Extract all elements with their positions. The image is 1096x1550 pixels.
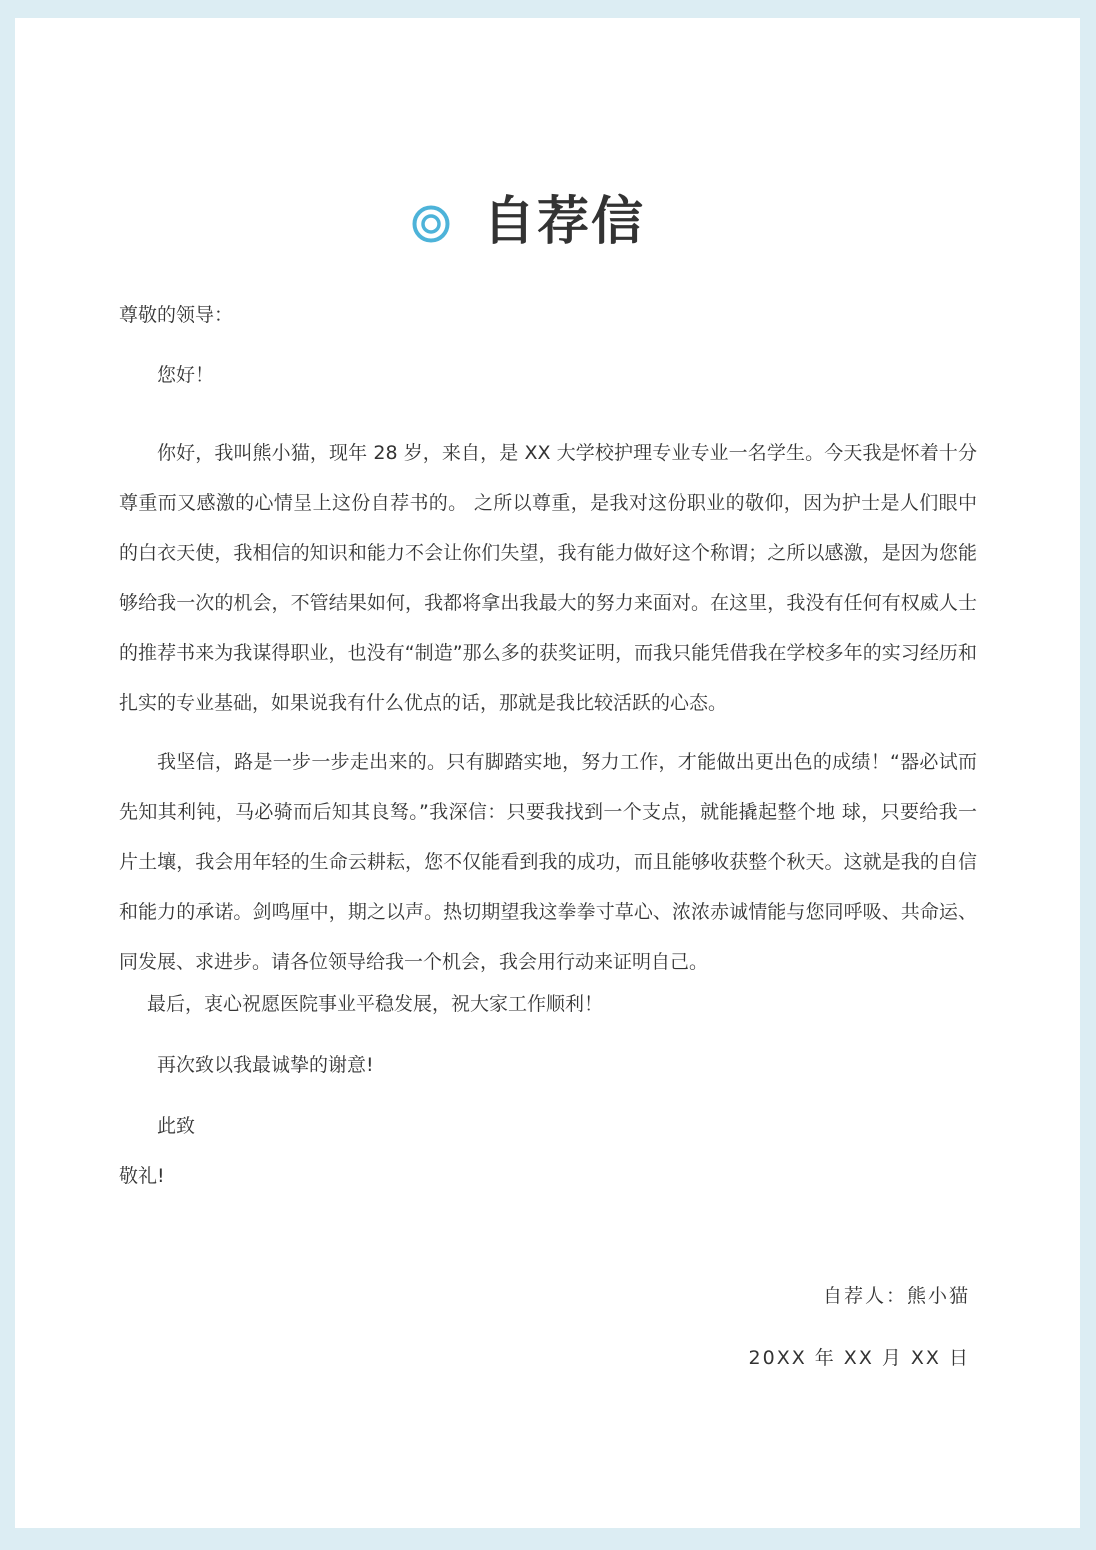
thanks-line: 再次致以我最诚挚的谢意! (157, 1054, 374, 1076)
title-row (15, 168, 1080, 278)
closing-wish: 最后，衷心祝愿医院事业平稳发展，祝大家工作顺利！ (147, 993, 604, 1015)
target-circle-icon (412, 205, 450, 243)
body-paragraph-2: 我坚信，路是一步一步走出来的。只有脚踏实地，努力工作，才能做出更出色的成绩！“器必试而先知其利钝，马必骑而后知其良驽。”我深信：只要我找到一个支点，就能撬起整个地 球，只要给我一片土壤，我会用年轻的生命云耕耘，您不仅能看到我的成功，而且能够收获整个秋天。这就是我的自信和能力的承诺。剑鸣厘中，期之以声。热切期望我这拳拳寸草心、浓浓赤诚情能与您同呼吸、共命运、同发展、求进步。请各位领导给我一个机会，我会用行动来证明自己。 (119, 751, 977, 973)
greeting: 您好！ (157, 364, 215, 386)
page-title: 自荐信 (483, 192, 646, 252)
letter-page (15, 18, 1080, 1528)
signer: 自荐人：熊小猫 (822, 1285, 970, 1307)
cizhi-line: 此致 (157, 1115, 196, 1137)
jingli-line: 敬礼! (119, 1165, 165, 1187)
date: 20XX 年 XX 月 XX 日 (748, 1347, 970, 1369)
salutation: 尊敬的领导： (119, 304, 234, 326)
body-paragraph-1: 你好，我叫熊小猫，现年 28 岁，来自，是 XX 大学校护理专业专业一名学生。今天我是怀着十分尊重而又感激的心情呈上这份自荐书的。 之所以尊重，是我对这份职业的敬仰，因为护士是人们眼中的白衣天使，我相信的知识和能力不会让你们失望，我有能力做好这个称谓；之所以感激，是因为您能够给我一次的机会，不管结果如何，我都将拿出我最大的努力来面对。在这里，我没有任何有权威人士的推荐书来为我谋得职业，也没有“制造”那么多的获奖证明，而我只能凭借我在学校多年的实习经历和扎实的专业基础，如果说我有什么优点的话，那就是我比较活跃的心态。 (119, 442, 977, 714)
